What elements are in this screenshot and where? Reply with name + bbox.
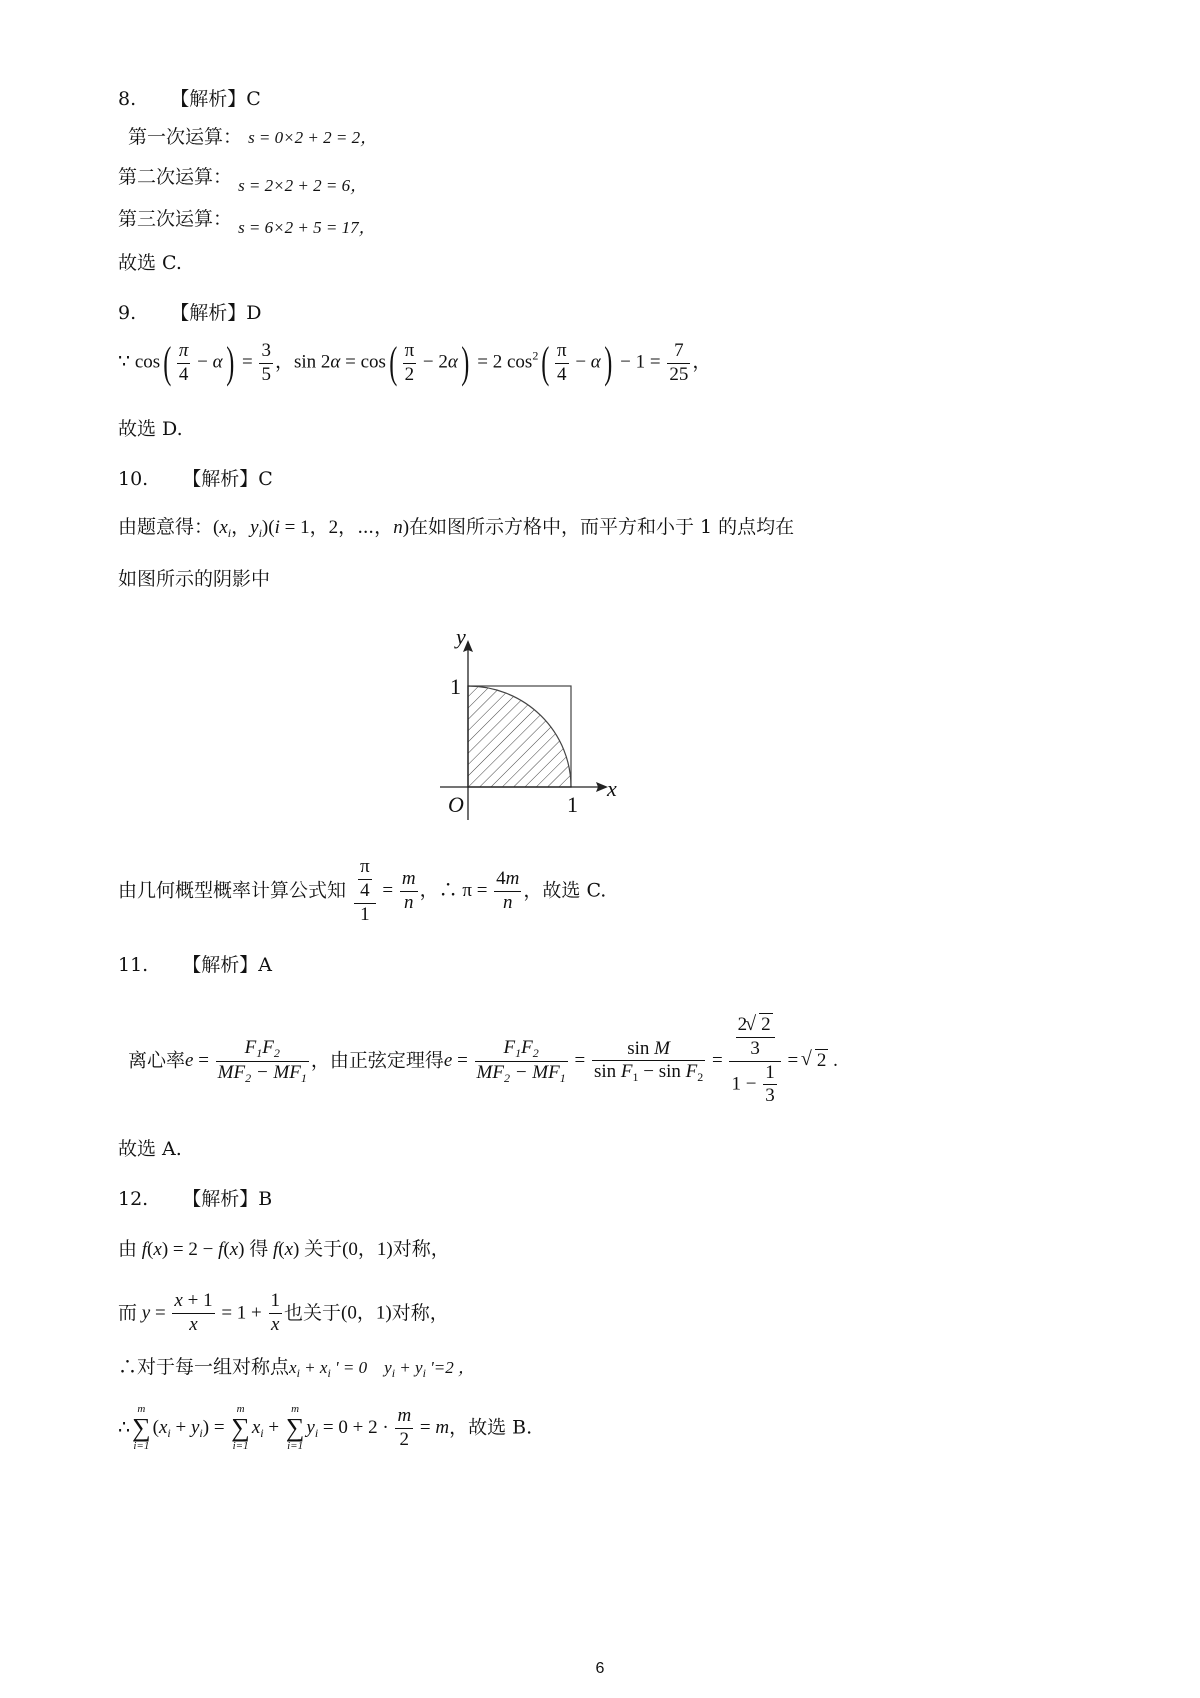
q8-number: 8. <box>118 88 137 110</box>
q11-number: 11. <box>118 954 149 976</box>
q10-text3: 由几何概型概率计算公式知 $\frac{\frac{\pi}{4}}{1}$ = $\frac{m}{n}$ ，∴ π = $\frac{4m}{n}$ ，故选 C. <box>118 856 607 925</box>
q10-text1: 由题意得：($x_i$，$y_i)(i = 1$，2，⋯，n)在如图所示方格中，而平方和小于 1 的点均在 <box>118 516 795 540</box>
q10-answer-tag: 【解析】C <box>182 468 273 490</box>
q10-text1-a: 由题意得： <box>118 516 214 538</box>
q10-heading <box>118 470 273 489</box>
y-axis-label: y <box>456 624 466 649</box>
q8-answer-tag: 【解析】C <box>170 88 261 110</box>
q12-text2-b: 也关于 <box>284 1301 342 1324</box>
q10-text3-b: ，故选 C. <box>523 879 607 902</box>
q12-text4-b: ，故选 B. <box>449 1416 533 1439</box>
q9-answer-tag: 【解析】D <box>170 302 262 324</box>
q12-text1: 由 f(x) = 2 − f(x) 得 f(x) 关于(0，1)对称， <box>118 1238 450 1260</box>
quarter-circle-figure <box>420 620 640 830</box>
q11-text-a: 离心率 <box>128 1049 186 1072</box>
origin-label: O <box>448 792 464 817</box>
q8-step2-formula: s = 2×2 + 2 = 6， <box>238 176 368 195</box>
q12-heading <box>118 1190 272 1209</box>
q12-text2: 而 y = $\frac{x + 1}{x}$ = 1 + $\frac{1}{x}$ 也关于(0，1)对称， <box>118 1290 449 1335</box>
q8-step2-label: 第二次运算： <box>118 166 233 188</box>
q12-text1-c: 关于 <box>304 1238 343 1260</box>
x-tick-label: 1 <box>567 792 578 817</box>
q8-step2 <box>118 166 368 195</box>
page-number: 6 <box>595 1660 605 1677</box>
x-axis-label: x <box>607 776 617 801</box>
q9-heading <box>118 304 261 323</box>
q8-step3 <box>118 208 376 237</box>
q11-conclusion: 故选 A. <box>118 1138 182 1160</box>
q11-answer-tag: 【解析】A <box>182 954 272 976</box>
q12-text2-c: 对称， <box>391 1301 449 1324</box>
q11-text-b: ，由正弦定理得 <box>310 1049 444 1072</box>
q12-text3: ∴对于每一组对称点$x_i + x_i$ ' = 0 $y_i + y_i$ '=2 ， <box>118 1356 476 1380</box>
y-tick-label: 1 <box>450 674 461 699</box>
q8-step1-label: 第一次运算： <box>128 126 243 148</box>
q11-formula: 离心率e = $\frac{F_1F_2}{MF_2 - MF_1}$ ，由正弦定理得e = $\frac{F_1F_2}{MF_2 - MF_1}$ = $\frac{\text{sin M}}{\sin F_1 - \sin F_2}$ = $\frac{2√ 2}{3}$ 1 − $\frac{1}{3}$ = √ 2 . <box>128 1014 838 1108</box>
q10-text2: 如图所示的阴影中 <box>118 568 271 590</box>
q12-answer-tag: 【解析】B <box>182 1188 273 1210</box>
q9-formula: ∵ cos( $\frac{\pi}{4}$ − α) = $\frac{3}{5}$ ，sin 2α = cos( $\frac{\pi}{2}$ − 2α) = 2 $\cos^2$( $\frac{\pi}{4}$ − α) − 1 = $\frac{7}{25}$ ， <box>118 338 712 388</box>
q8-step1 <box>128 128 377 147</box>
q8-heading <box>118 90 261 109</box>
q10-text1-b: 在如图所示方格中，而平方和小于 1 的点均在 <box>409 516 795 538</box>
q11-heading <box>118 956 272 975</box>
shaded-quarter-disc <box>468 686 571 787</box>
q10-text3-a: 由几何概型概率计算公式知 <box>118 879 347 902</box>
q12-text3-a: ∴对于每一组对称点 <box>118 1356 290 1378</box>
q12-text1-a: 由 <box>118 1238 138 1260</box>
q8-conclusion: 故选 C. <box>118 252 182 274</box>
q12-text1-d: 对称， <box>392 1238 450 1260</box>
q12-number: 12. <box>118 1188 149 1210</box>
q9-conclusion: 故选 D. <box>118 418 183 440</box>
q10-probability-fraction: $\frac{\frac{\pi}{4}}{1}$ <box>354 856 376 926</box>
q8-step1-formula: s = 0×2 + 2 = 2， <box>248 128 378 147</box>
q8-step3-formula: s = 6×2 + 5 = 17， <box>238 218 376 237</box>
q12-text1-b: 得 <box>249 1238 269 1260</box>
q10-number: 10. <box>118 468 149 490</box>
q9-number: 9. <box>118 302 137 324</box>
q12-text2-a: 而 <box>118 1301 138 1324</box>
q8-step3-label: 第三次运算： <box>118 208 233 230</box>
q12-text4: ∴ m ∑ i=1 $(x_i + y_i)$ = m ∑ i=1 $x_i$ + m ∑ i=1 $y_i = 0 + 2$ · $\frac{m}{2}$ = m，故选 B. <box>118 1403 533 1452</box>
